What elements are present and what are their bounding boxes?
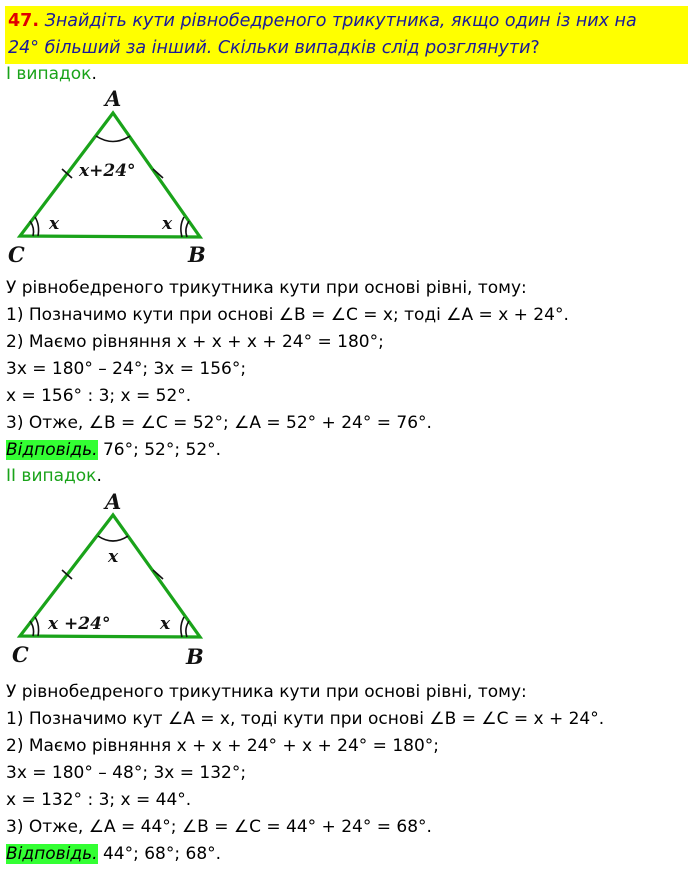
case2-line-6: 3) Отже, ∠A = 44°; ∠B = ∠C = 44° + 24° = 68°. — [6, 817, 432, 837]
task-question-mark: ? — [530, 38, 540, 58]
case1-angle-a-label: x+24° — [79, 161, 136, 181]
case1-angle-c-label: x — [49, 214, 60, 234]
case2-angle-b-label: x — [160, 614, 171, 634]
case2-angle-arc-c-1 — [35, 617, 39, 636]
case1-answer — [6, 438, 221, 462]
case2-angle-arc-b-2 — [186, 621, 189, 637]
case1-triangle-figure — [0, 84, 230, 274]
case2-vertex-c: C — [12, 642, 29, 667]
case1-title: І випадок — [6, 64, 92, 84]
case1-line-5: x = 156° : 3; x = 52°. — [6, 386, 192, 406]
case2-angle-arc-c-2 — [30, 621, 34, 636]
case1-line-3: 2) Маємо рівняння x + x + x + 24° = 180°; — [6, 332, 384, 352]
case2-line-1: У рівнобедреного трикутника кути при основі рівні, тому: — [6, 682, 527, 702]
task-line-2 — [8, 35, 540, 62]
case2-answer — [6, 842, 221, 866]
case1-line-1: У рівнобедреного трикутника кути при основі рівні, тому: — [6, 278, 527, 298]
case1-angle-arc-c-1 — [35, 217, 39, 236]
task-number: 47. — [8, 11, 40, 31]
case1-vertex-a: A — [105, 86, 122, 111]
case1-title-dot: . — [91, 64, 97, 84]
case1-angle-arc-c-2 — [30, 221, 34, 236]
case1-line-4: 3x = 180° – 24°; 3x = 156°; — [6, 359, 247, 379]
case2-answer-label: Відповідь. — [6, 844, 98, 864]
case2-triangle-figure — [0, 488, 230, 678]
case2-line-3: 2) Маємо рівняння x + x + 24° + x + 24° = 180°; — [6, 736, 440, 756]
case2-line-2: 1) Позначимо кут ∠A = x, тоді кути при основі ∠B = ∠C = x + 24°. — [6, 709, 605, 729]
case1-angle-arc-b-2 — [186, 221, 189, 237]
case1-line-2: 1) Позначимо кути при основі ∠B = ∠C = x; тоді ∠A = x + 24°. — [6, 305, 569, 325]
case2-angle-arc-a — [98, 536, 128, 541]
case2-angle-c-label: x +24° — [48, 614, 111, 634]
task-text-2: 24° більший за інший. Скільки випадків слід розглянути — [8, 38, 531, 58]
case2-vertex-a: A — [105, 489, 122, 514]
case2-angle-arc-b-1 — [181, 617, 184, 637]
case1-heading — [6, 62, 97, 86]
case1-vertex-b: B — [188, 242, 206, 267]
case2-line-5: x = 132° : 3; x = 44°. — [6, 790, 192, 810]
case2-title-dot: . — [96, 466, 102, 486]
case2-title: ІІ випадок — [6, 466, 97, 486]
case1-answer-label: Відповідь. — [6, 440, 98, 460]
case1-line-6: 3) Отже, ∠B = ∠C = 52°; ∠A = 52° + 24° = 76°. — [6, 413, 432, 433]
case2-angle-a-label: x — [108, 547, 119, 567]
case1-angle-arc-b-1 — [181, 217, 184, 237]
task-text-1: Знайдіть кути рівнобедреного трикутника, якщо один із них на — [44, 11, 637, 31]
case2-answer-value: 44°; 68°; 68°. — [97, 844, 222, 864]
case1-angle-arc-a — [96, 136, 130, 142]
case1-answer-value: 76°; 52°; 52°. — [97, 440, 222, 460]
case2-line-4: 3x = 180° – 48°; 3x = 132°; — [6, 763, 247, 783]
case1-vertex-c: C — [8, 242, 25, 267]
case2-heading — [6, 464, 102, 488]
case1-angle-b-label: x — [162, 214, 173, 234]
case2-vertex-b: B — [186, 644, 204, 669]
task-line-1 — [8, 8, 637, 35]
